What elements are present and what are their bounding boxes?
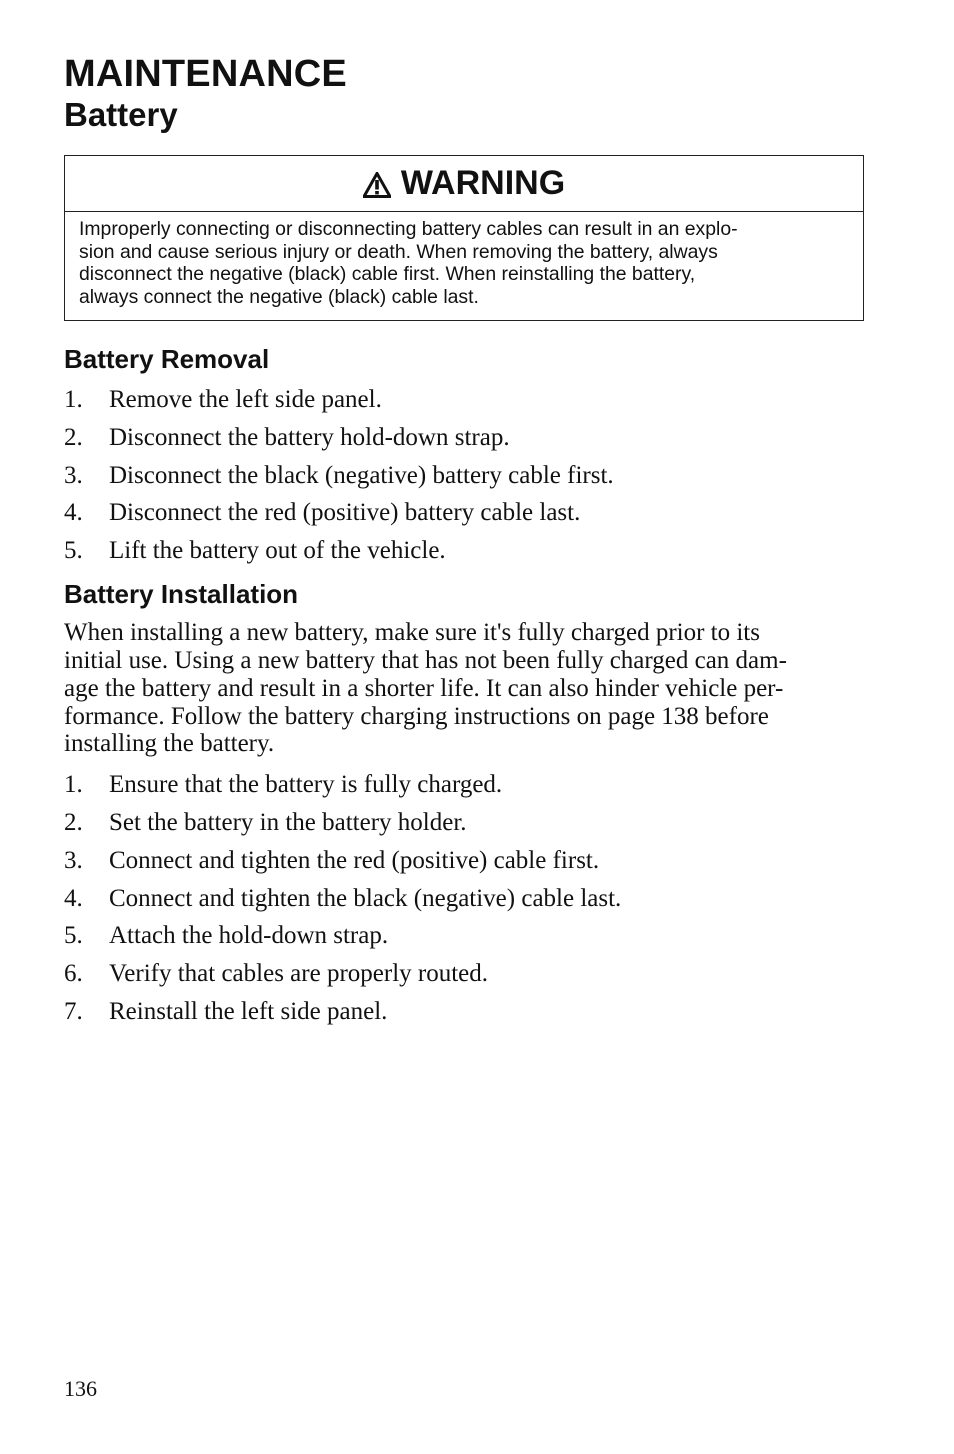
list-item [64, 846, 864, 876]
warning-title: WARNING [400, 164, 566, 202]
step-number: 2. [64, 423, 83, 451]
step-number: 1. [64, 386, 83, 413]
intro-line: initial use. Using a new battery that has not been fully charged can dam- [64, 646, 787, 674]
warning-text-line: always connect the negative (black) cable last. [79, 285, 479, 308]
step-text: Connect and tighten the red (positive) cable first. [109, 846, 600, 874]
warning-text-line: disconnect the negative (black) cable first. When reinstalling the battery, [79, 263, 696, 285]
intro-line: installing the battery. [64, 730, 275, 758]
step-number: 7. [64, 997, 83, 1025]
list-item [64, 385, 864, 415]
step-text: Remove the left side panel. [109, 386, 382, 413]
step-text: Connect and tighten the black (negative) cable last. [109, 884, 622, 912]
step-text: Disconnect the battery hold-down strap. [109, 423, 510, 451]
warning-triangle-icon [363, 172, 391, 198]
step-number: 1. [64, 771, 83, 799]
warning-box [64, 155, 864, 321]
step-text: Lift the battery out of the vehicle. [109, 537, 446, 565]
installation-heading: Battery Installation [64, 579, 299, 610]
list-item [64, 959, 864, 989]
warning-header [65, 156, 863, 212]
warning-text-line: Improperly connecting or disconnecting battery cables can result in an explo- [79, 218, 738, 240]
section-title: MAINTENANCE [64, 53, 347, 95]
removal-steps [64, 385, 864, 566]
list-item [64, 498, 864, 528]
installation-steps [64, 770, 864, 1027]
step-text: Attach the hold-down strap. [109, 922, 389, 950]
subsection-title: Battery [64, 96, 178, 133]
page-content [64, 52, 864, 1035]
step-number: 4. [64, 884, 83, 912]
intro-line: age the battery and result in a shorter life. It can also hinder vehicle per- [64, 674, 784, 702]
warning-text-line: sion and cause serious injury or death. When removing the battery, always [79, 240, 718, 263]
step-text: Disconnect the black (negative) battery cable first. [109, 461, 614, 489]
list-item [64, 997, 864, 1027]
installation-intro [64, 619, 864, 758]
step-number: 2. [64, 808, 83, 836]
step-number: 3. [64, 461, 83, 489]
list-item [64, 808, 864, 838]
step-text: Disconnect the red (positive) battery cable last. [109, 499, 581, 527]
removal-heading: Battery Removal [64, 344, 270, 374]
intro-line: When installing a new battery, make sure it's fully charged prior to its [64, 619, 760, 647]
list-item [64, 884, 864, 914]
step-number: 4. [64, 499, 83, 527]
list-item [64, 770, 864, 800]
step-number: 5. [64, 922, 83, 950]
list-item [64, 423, 864, 453]
step-text: Verify that cables are properly routed. [109, 960, 489, 988]
list-item [64, 461, 864, 491]
step-text: Reinstall the left side panel. [109, 997, 388, 1025]
page-number: 136 [64, 1376, 97, 1401]
step-number: 3. [64, 846, 83, 874]
warning-text [65, 212, 863, 320]
step-number: 6. [64, 960, 83, 988]
intro-line: formance. Follow the battery charging instructions on page 138 before [64, 702, 769, 730]
step-number: 5. [64, 537, 83, 565]
step-text: Ensure that the battery is fully charged. [109, 771, 503, 799]
list-item [64, 536, 864, 566]
step-text: Set the battery in the battery holder. [109, 808, 467, 836]
list-item [64, 921, 864, 951]
